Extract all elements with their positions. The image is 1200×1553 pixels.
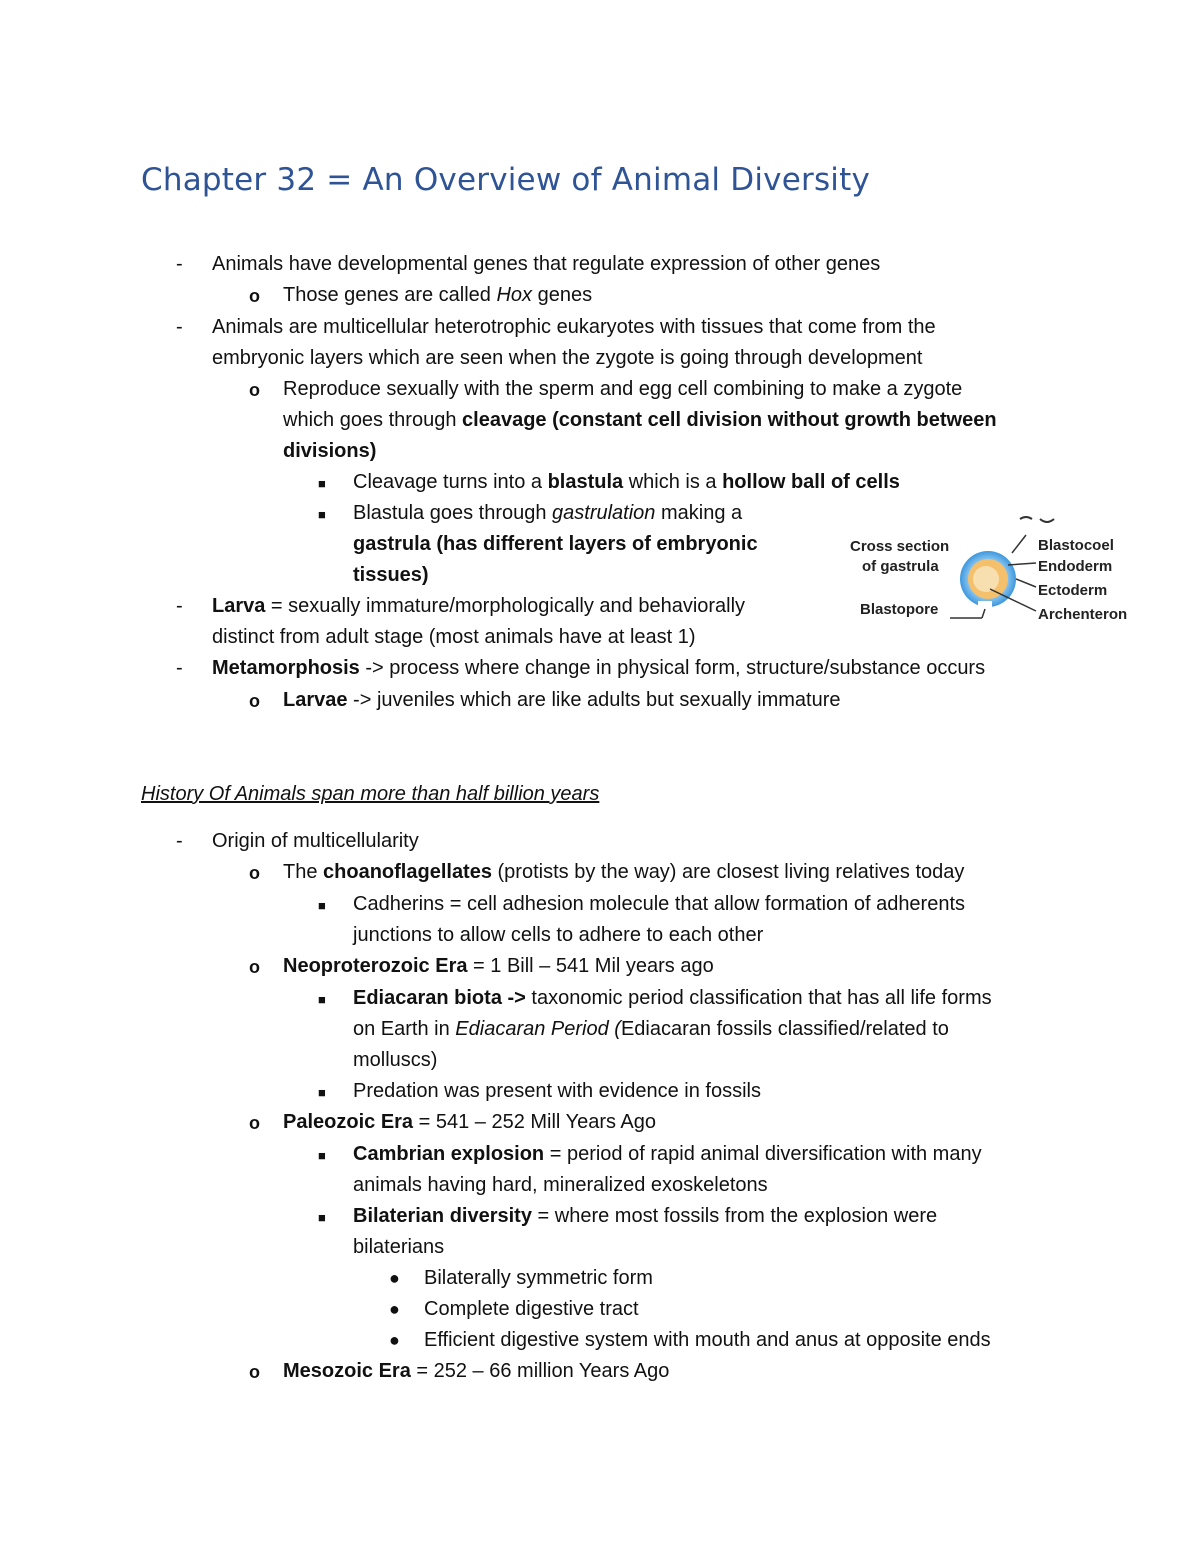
circle-bullet: o [249,1113,260,1133]
circle-bullet: o [249,380,260,400]
gastrula-diagram [840,505,1140,630]
item-text: Efficient digestive system with mouth and anus at opposite ends [424,1329,991,1351]
item-text-bold: Larva [212,595,266,617]
square-bullet: ■ [318,476,326,491]
list-item [283,954,714,978]
list-item [283,688,841,712]
item-text-italic: Ediacaran Period ( [455,1018,621,1040]
square-bullet: ■ [318,898,326,913]
list-item [424,1266,653,1290]
item-text: which goes through [283,409,463,431]
item-text: Animals have developmental genes that regulate expression of other genes [212,253,881,275]
item-text: = period of rapid animal diversification with many [544,1143,982,1165]
item-text: on Earth in [353,1018,456,1040]
dash-bullet: - [176,253,183,275]
item-text: bilaterians [353,1236,445,1258]
page-title: Chapter 32 = An Overview of Animal Diversity [141,162,871,198]
item-text-bold: Neoproterozoic Era [283,955,468,977]
item-text-bold: Cambrian explosion [353,1143,545,1165]
list-item [283,1359,669,1383]
square-bullet: ■ [318,1210,326,1225]
item-text-bold: divisions) [283,440,377,462]
item-text: taxonomic period classification that has all life forms [525,987,992,1009]
list-item [424,1328,991,1352]
item-text: Origin of multicellularity [212,830,419,852]
item-text-bold: cleavage (constant cell division without growth between [462,409,997,431]
list-item [353,892,965,916]
item-text-bold: Bilaterian diversity [353,1205,532,1227]
item-text-bold: choanoflagellates [323,861,492,883]
item-text: = 1 Bill – 541 Mil years ago [467,955,714,977]
label-endoderm: Endoderm [1038,558,1113,575]
label-line [1008,563,1036,565]
item-text-bold: hollow ball of cells [722,471,900,493]
list-item [353,986,992,1010]
item-text: Ediacaran fossils classified/related to [620,1018,949,1040]
item-text: genes [532,284,593,306]
label-blastocoel: Blastocoel [1038,537,1114,554]
square-bullet: ■ [318,1085,326,1100]
round-bullet: ● [389,1268,400,1288]
item-text: -> process where change in physical form, structure/substance occurs [359,657,986,679]
item-text: = where most fossils from the explosion were [531,1205,938,1227]
item-text: Reproduce sexually with the sperm and egg cell combining to make a zygote [283,378,963,400]
list-item-continuation [353,563,429,587]
item-text: making a [655,502,743,524]
circle-bullet: o [249,863,260,883]
dash-bullet: - [176,595,183,617]
item-text-bold: blastula [547,471,624,493]
item-text-bold: Mesozoic Era [283,1360,411,1382]
round-bullet: ● [389,1330,400,1350]
list-item-continuation [353,923,763,947]
item-text: -> juveniles which are like adults but sexually immature [347,689,841,711]
circle-bullet: o [249,1362,260,1382]
list-item-continuation [283,439,376,463]
fragment-mark [1040,519,1054,522]
item-text: Cleavage turns into a [353,471,548,493]
list-item [283,377,962,401]
list-item [283,1110,656,1134]
label-line [1012,535,1026,553]
item-text: molluscs) [353,1049,438,1071]
item-text: which is a [623,471,723,493]
label-blastopore: Blastopore [860,601,939,618]
item-text: Those genes are called [283,284,497,306]
item-text: = 252 – 66 million Years Ago [410,1360,670,1382]
item-text-bold: Paleozoic Era [283,1111,414,1133]
dash-bullet: - [176,830,183,852]
figure-caption: Cross section [850,538,950,555]
list-item [212,594,745,618]
circle-bullet: o [249,691,260,711]
list-item-continuation [212,346,922,370]
circle-bullet: o [249,286,260,306]
list-item [353,470,900,494]
item-text: Animals are multicellular heterotrophic eukaryotes with tissues that come from the [212,316,936,338]
item-text: Bilaterally symmetric form [424,1267,653,1289]
list-item-continuation [353,1048,437,1072]
figure-caption: of gastrula [862,558,939,575]
item-text-bold: Larvae [283,689,348,711]
dash-bullet: - [176,316,183,338]
list-item [283,283,592,307]
list-item-continuation [353,532,758,556]
label-archenteron: Archenteron [1038,606,1128,623]
list-item [283,860,964,884]
circle-bullet: o [249,957,260,977]
list-item [212,252,880,276]
item-text-italic: Hox [496,284,533,306]
list-item-continuation [353,1173,768,1197]
gastrula-core [973,566,999,592]
list-item [424,1297,639,1321]
square-bullet: ■ [318,507,326,522]
list-item [353,1204,937,1228]
list-item-continuation [353,1017,949,1041]
section-subheading: History Of Animals span more than half billion years [141,783,600,805]
item-text: (protists by the way) are closest living relatives today [491,861,965,883]
label-line [1016,579,1036,587]
item-text: The [283,861,324,883]
list-item-continuation [283,408,997,432]
item-text: junctions to allow cells to adhere to each other [353,924,764,946]
item-text: embryonic layers which are seen when the zygote is going through development [212,347,923,369]
square-bullet: ■ [318,992,326,1007]
item-text: = sexually immature/morphologically and behaviorally [265,595,746,617]
list-item [212,315,936,339]
round-bullet: ● [389,1299,400,1319]
label-ectoderm: Ectoderm [1038,582,1108,599]
fragment-mark [1020,517,1032,519]
list-item [353,1079,761,1103]
item-text: Complete digestive tract [424,1298,639,1320]
square-bullet: ■ [318,1148,326,1163]
item-text: animals having hard, mineralized exoskeletons [353,1174,768,1196]
list-item-continuation [212,625,696,649]
dash-bullet: - [176,657,183,679]
item-text-bold: Ediacaran biota -> [353,987,526,1009]
item-text: Blastula goes through [353,502,553,524]
item-text-italic: gastrulation [552,502,656,524]
list-item [353,501,742,525]
item-text: Cadherins = cell adhesion molecule that allow formation of adherents [353,893,966,915]
item-text-bold: tissues) [353,564,429,586]
list-item [212,829,419,853]
list-item-continuation [353,1235,444,1259]
item-text: = 541 – 252 Mill Years Ago [413,1111,657,1133]
item-text-bold: gastrula (has different layers of embryonic [353,533,758,555]
item-text-bold: Metamorphosis [212,657,360,679]
list-item [212,656,985,680]
item-text: distinct from adult stage (most animals have at least 1) [212,626,696,648]
list-item [353,1142,982,1166]
item-text: Predation was present with evidence in fossils [353,1080,761,1102]
